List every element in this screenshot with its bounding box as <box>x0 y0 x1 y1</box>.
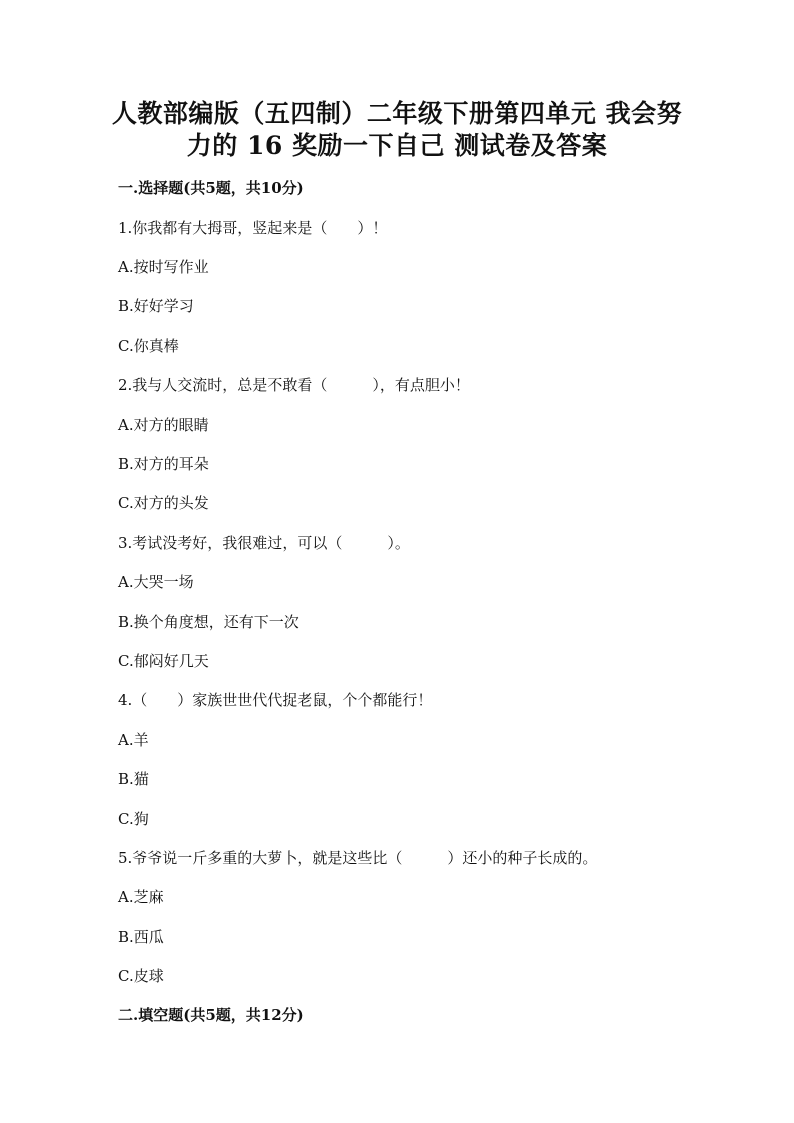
question-5-option-c: C.皮球 <box>118 967 164 985</box>
section-heading-choice: 一.选择题(共5题，共10分) <box>118 179 304 197</box>
question-2-option-b: B.对方的耳朵 <box>118 455 209 473</box>
question-5-option-a: A.芝麻 <box>118 888 164 906</box>
question-4-stem: 4.（ ）家族世世代代捉老鼠，个个都能行！ <box>118 691 433 709</box>
section-heading-fill-in: 二.填空题(共5题，共12分) <box>118 1006 304 1024</box>
question-2-stem: 2.我与人交流时，总是不敢看（ ），有点胆小！ <box>118 376 470 394</box>
question-5-option-b: B.西瓜 <box>118 928 164 946</box>
question-2-option-a: A.对方的眼睛 <box>118 416 209 434</box>
document-title-line-2: 力的 16 奖励一下自己 测试卷及答案 <box>186 131 608 160</box>
question-3-option-c: C.郁闷好几天 <box>118 652 209 670</box>
question-4-option-c: C.狗 <box>118 810 149 828</box>
question-1-option-a: A.按时写作业 <box>118 258 209 276</box>
question-3-stem: 3.考试没考好，我很难过，可以（ ）。 <box>118 534 410 552</box>
question-3-option-b: B.换个角度想，还有下一次 <box>118 613 299 631</box>
question-1-option-b: B.好好学习 <box>118 297 194 315</box>
question-1-option-c: C.你真棒 <box>118 337 179 355</box>
document-title-line-1: 人教部编版（五四制）二年级下册第四单元 我会努 <box>111 99 683 128</box>
question-4-option-b: B.猫 <box>118 770 149 788</box>
question-3-option-a: A.大哭一场 <box>118 573 194 591</box>
question-4-option-a: A.羊 <box>118 731 149 749</box>
question-2-option-c: C.对方的头发 <box>118 494 209 512</box>
question-5-stem: 5.爷爷说一斤多重的大萝卜，就是这些比（ ）还小的种子长成的。 <box>118 849 598 867</box>
question-1-stem: 1.你我都有大拇哥，竖起来是（ ）！ <box>118 219 388 237</box>
